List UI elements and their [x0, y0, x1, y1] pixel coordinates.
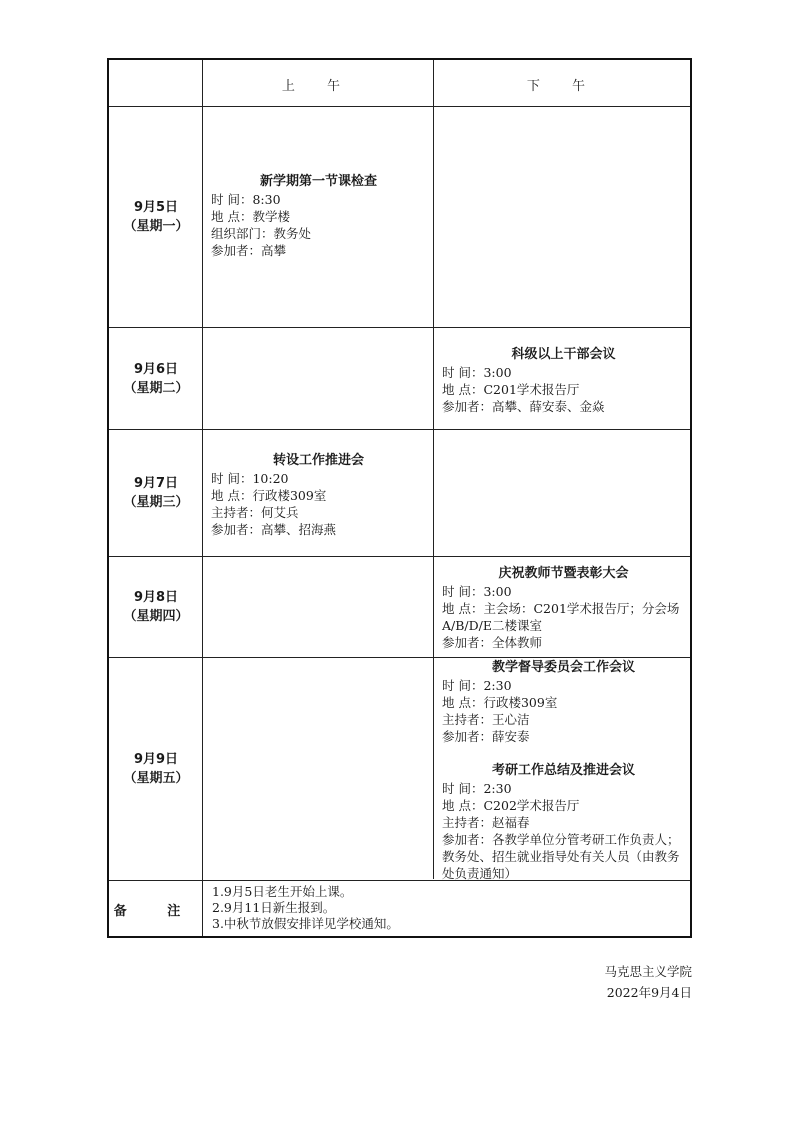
event-participants: 参加者：高攀、薛安泰、金焱 [442, 399, 605, 414]
event-mon-am [203, 173, 433, 259]
spacer [442, 745, 685, 762]
event-title: 新学期第一节课检查 [259, 174, 377, 189]
event-participants: 参加者：高攀 [211, 243, 287, 258]
event-tue-pm [434, 346, 692, 415]
event-place: 地 点：主会场：C201学术报告厅；分会场A/B/D/E二楼课室 [442, 601, 680, 633]
day-weekday: （星期三） [123, 495, 189, 510]
header-afternoon: 下 午 [526, 78, 600, 94]
schedule-table [107, 58, 692, 938]
day-date: 9月8日 [133, 590, 179, 605]
day-label-thu [109, 557, 203, 657]
note-item: 1.9月5日老生开始上课。 [212, 884, 353, 899]
event-participants: 参加者：各教学单位分管考研工作负责人；教务处、招生就业指导处有关人员（由教务处负责通知） [442, 832, 680, 881]
event-participants: 参加者：高攀、招海燕 [211, 522, 337, 537]
event-time: 时 间：2:30 [442, 781, 512, 796]
notes-label: 备 注 [113, 904, 199, 919]
event-time: 时 间：3:00 [442, 365, 512, 380]
notes-list [212, 884, 399, 932]
event-title: 转设工作推进会 [272, 453, 364, 468]
event-host: 主持者：王心洁 [442, 712, 530, 727]
day-date: 9月5日 [133, 200, 179, 215]
event-place: 地 点：行政楼309室 [211, 488, 327, 503]
event-place: 地 点：行政楼309室 [442, 695, 558, 710]
day-label-wed [109, 430, 203, 556]
day-weekday: （星期五） [123, 771, 189, 786]
event-wed-am [203, 452, 433, 538]
event-participants: 参加者：薛安泰 [442, 729, 530, 744]
day-weekday: （星期二） [123, 380, 189, 396]
event-title: 庆祝教师节暨表彰大会 [498, 566, 629, 581]
event-place: 地 点：C201学术报告厅 [442, 382, 580, 397]
day-date: 9月6日 [133, 361, 179, 377]
note-item: 2.9月11日新生报到。 [212, 900, 336, 915]
day-label-tue [109, 328, 203, 429]
event-time: 时 间：2:30 [442, 678, 512, 693]
event-time: 时 间：8:30 [211, 192, 281, 207]
event-title: 科级以上干部会议 [511, 347, 616, 362]
day-label-mon [109, 107, 203, 327]
event-title: 考研工作总结及推进会议 [491, 763, 635, 778]
event-place: 地 点：教学楼 [211, 209, 290, 224]
header-morning: 上 午 [281, 78, 355, 94]
event-participants: 参加者：全体教师 [442, 635, 543, 650]
note-item: 3.中秋节放假安排详见学校通知。 [212, 916, 399, 931]
event-fri-pm [434, 659, 692, 882]
day-weekday: （星期一） [123, 219, 189, 234]
event-title: 教学督导委员会工作会议 [491, 660, 635, 675]
footer-org: 马克思主义学院 [604, 964, 692, 979]
event-time: 时 间：3:00 [442, 584, 512, 599]
day-date: 9月7日 [133, 476, 179, 491]
event-time: 时 间：10:20 [211, 471, 289, 486]
day-weekday: （星期四） [123, 609, 189, 624]
event-place: 地 点：C202学术报告厅 [442, 798, 580, 813]
footer-date: 2022年9月4日 [606, 985, 692, 1000]
event-host: 主持者：赵福春 [442, 815, 530, 830]
event-thu-pm [434, 565, 692, 651]
event-host: 主持者：何艾兵 [211, 505, 299, 520]
day-label-fri [109, 658, 203, 880]
day-date: 9月9日 [133, 752, 179, 767]
event-organizer: 组织部门：教务处 [211, 226, 312, 241]
